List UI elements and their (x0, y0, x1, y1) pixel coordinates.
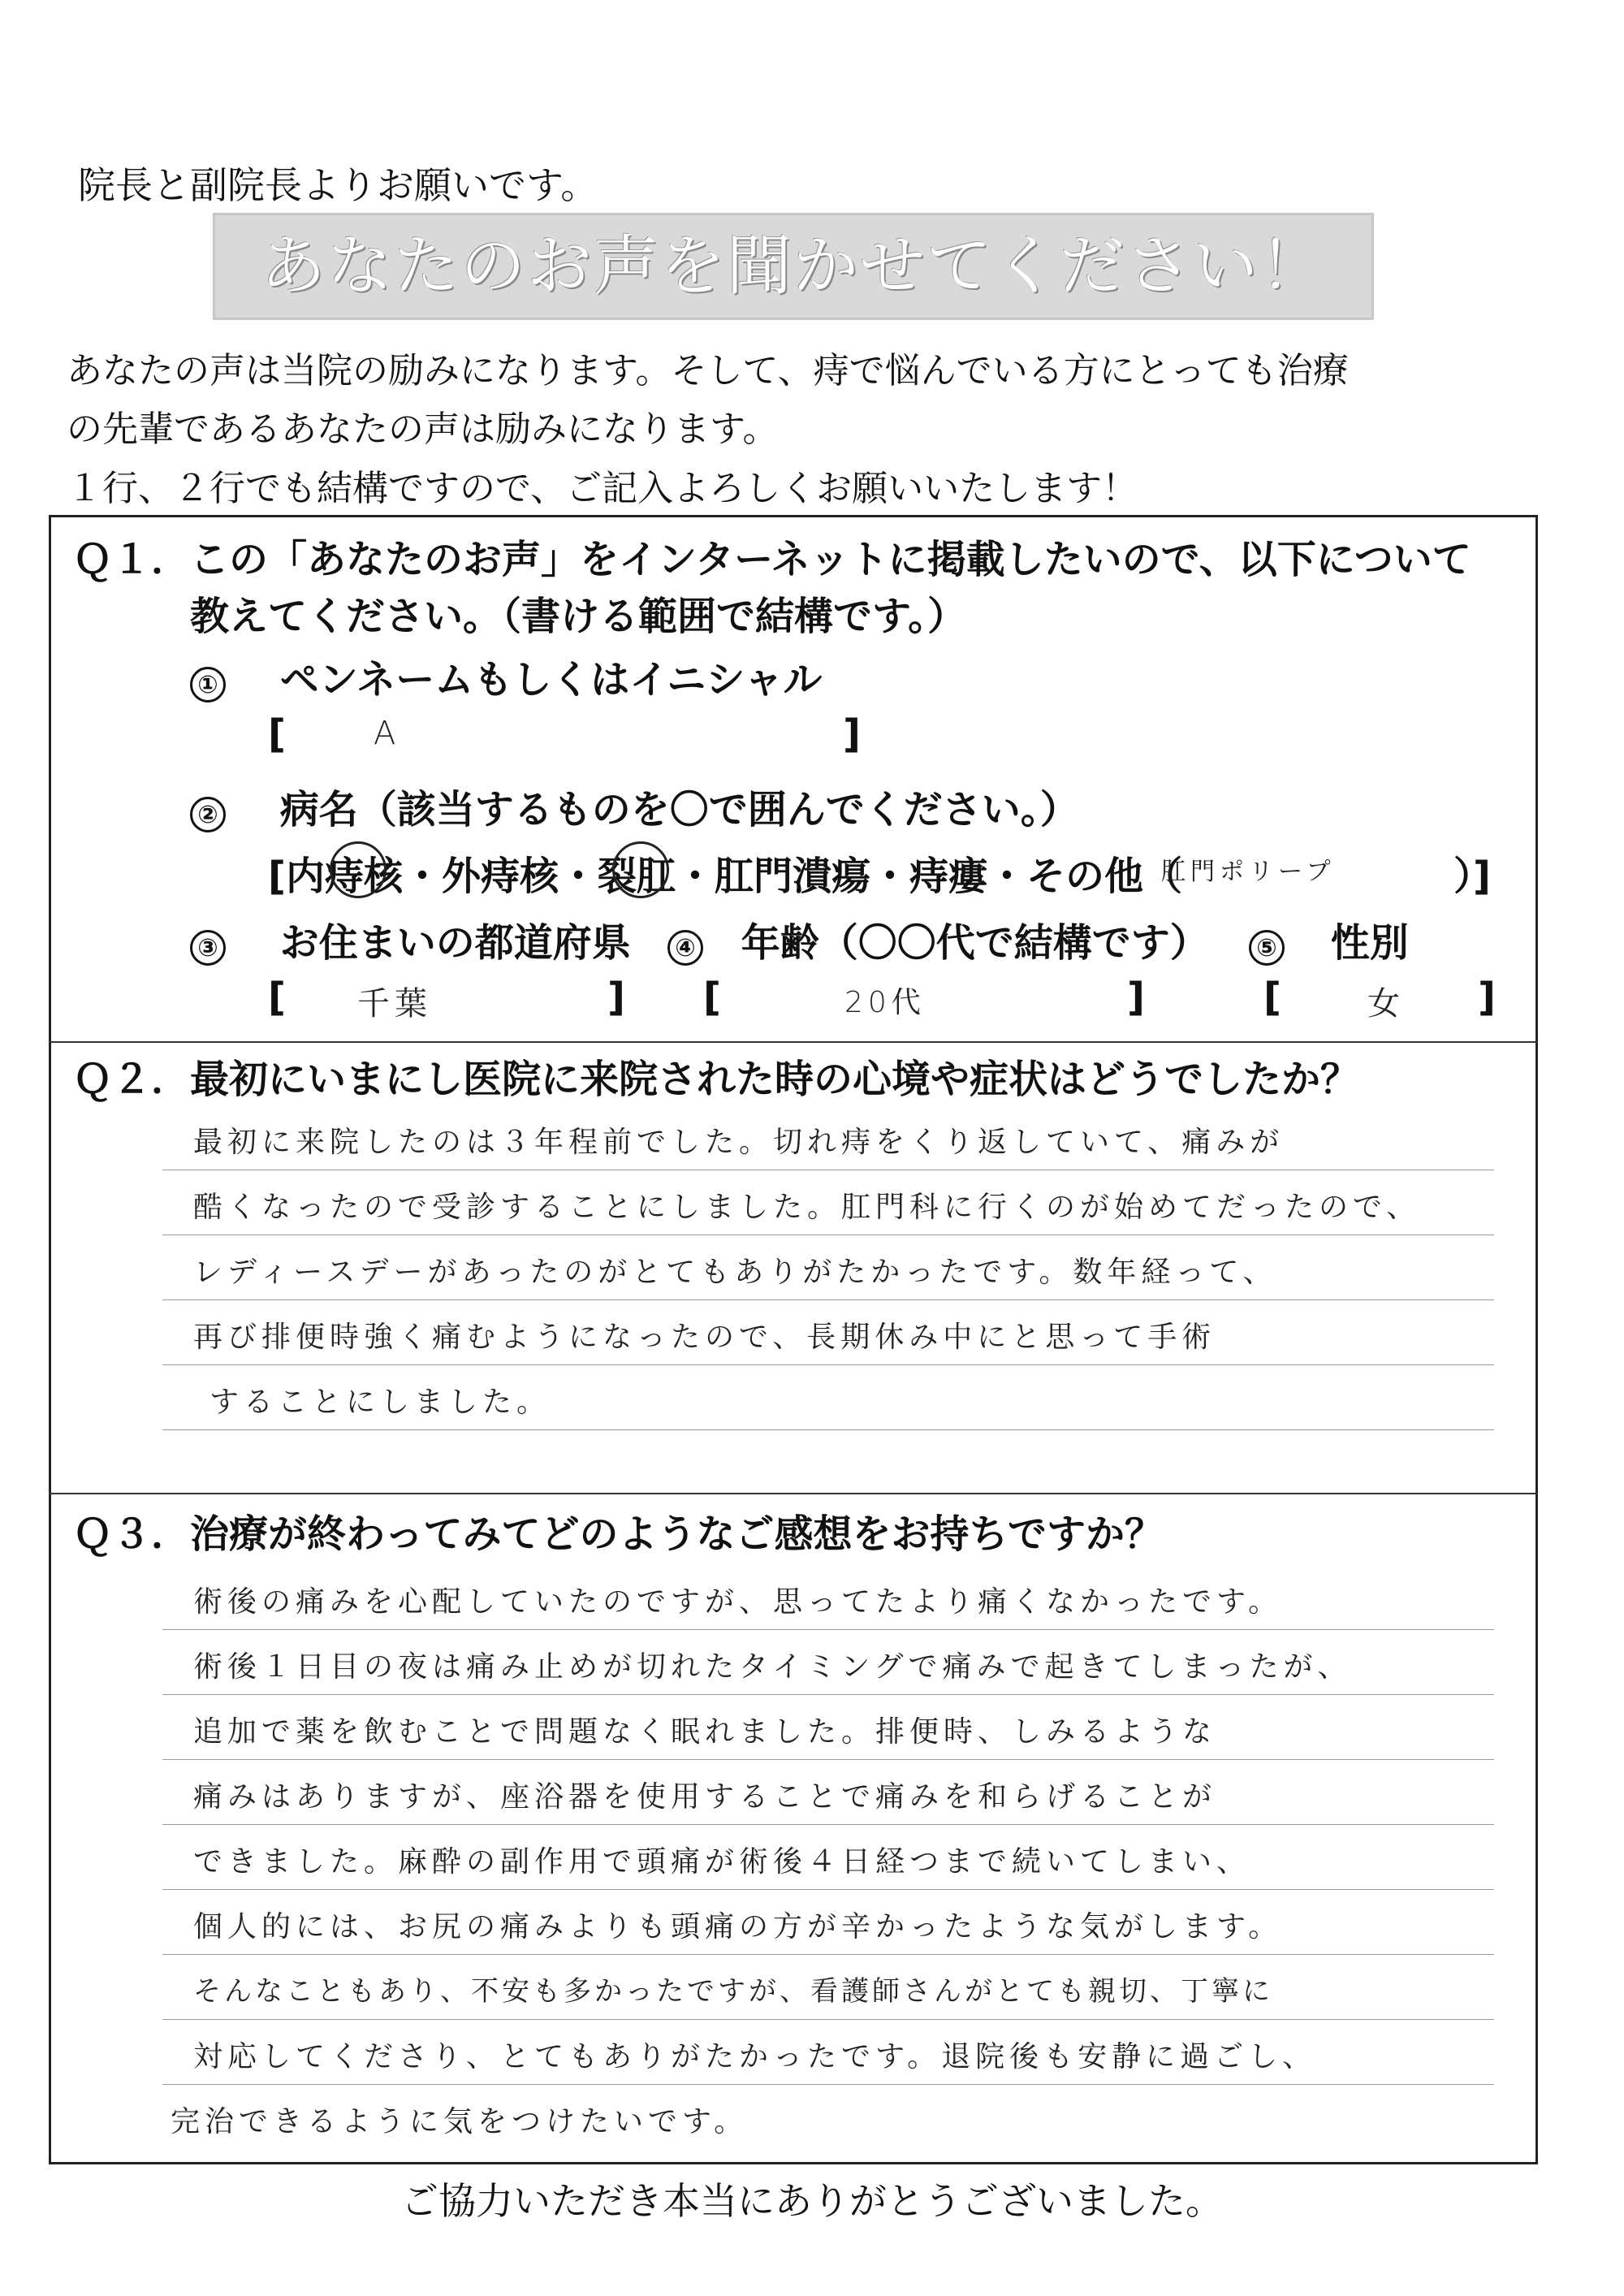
q3-answer-line: そんなこともあり、不安も多かったですが、看護師さんがとても親切、丁寧に (193, 1975, 1273, 2008)
q3-rule (162, 1889, 1494, 1890)
q2-answer-line: 最初に来院したのは３年程前でした。切れ痔をくり返していて、痛みが (193, 1126, 1285, 1159)
diagnosis-other-value: 肛門ポリープ (1161, 858, 1336, 886)
divider-q2-q3 (49, 1493, 1538, 1494)
q3-rule (162, 2019, 1494, 2020)
q1-item-1-number: ① (190, 667, 226, 703)
age-value: 20代 (844, 986, 926, 1019)
intro-paragraph-line-3: １行、２行でも結構ですので、ご記入よろしくお願いいたします！ (67, 468, 1138, 509)
penname-close-bracket: ] (843, 711, 861, 757)
pref-value: 千葉 (357, 985, 432, 1023)
q2-title: Ｑ２．最初にいまにし医院に来院された時の心境や症状はどうでしたか？ (73, 1057, 1360, 1102)
q1-item-3-label: お住まいの都道府県 (279, 920, 631, 966)
q1-item-5-number: ⑤ (1249, 930, 1285, 966)
diagnosis-circle-mark-2 (612, 841, 669, 898)
age-open-bracket: [ (703, 975, 721, 1020)
banner (213, 213, 1374, 320)
q3-rule (162, 2084, 1494, 2085)
q1-item-3-number: ③ (190, 930, 226, 966)
intro-paragraph-line-2: の先輩であるあなたの声は励みになります。 (67, 409, 779, 450)
footer-thanks: ご協力いただき本当にありがとうございました。 (401, 2179, 1223, 2223)
q3-title: Ｑ３．治療が終わってみてどのようなご感想をお持ちですか？ (73, 1511, 1164, 1557)
q1-item-2 (190, 778, 1079, 834)
q3-answer-line: 術後の痛みを心配していたのですが、思ってたより痛くなかったです。 (193, 1585, 1283, 1619)
q2-answer-line: 酷くなったので受診することにしました。肛門科に行くのが始めてだったので、 (193, 1191, 1421, 1224)
diagnosis-options: [内痔核・外痔核・裂肛・肛門潰瘍・痔瘻・その他（ (268, 854, 1182, 899)
q2-rule (162, 1429, 1494, 1430)
age-close-bracket: ] (1127, 975, 1145, 1020)
pref-open-bracket: [ (268, 975, 286, 1020)
q1-item-1-label: ペンネームもしくはイニシャル (279, 657, 823, 703)
q1-item-2-label: 病名（該当するものを〇で囲んでください。） (279, 787, 1079, 832)
q3-rule (162, 1824, 1494, 1825)
q3-answer-line: 対応してくださり、とてもありがたかったです。退院後も安静に過ごし、 (193, 2040, 1317, 2073)
q3-rule (162, 1694, 1494, 1695)
intro-text: 院長と副院長よりお願いです。 (78, 163, 598, 207)
sex-open-bracket: [ (1263, 975, 1281, 1020)
q1-item-3 (190, 911, 631, 967)
penname-open-bracket: [ (268, 711, 286, 757)
q3-answer-line: 追加で薬を飲むことで問題なく眠れました。排便時、しみるような (193, 1715, 1217, 1749)
q3-answer-line: 完治できるように気をつけたいです。 (171, 2105, 749, 2138)
q2-rule (162, 1234, 1494, 1235)
q3-answer-line: 痛みはありますが、座浴器を使用することで痛みを和らげることが (193, 1780, 1217, 1814)
diagnosis-close: ）] (1453, 854, 1491, 899)
q2-answer-line: 再び排便時強く痛むようになったので、長期休み中にと思って手術 (193, 1321, 1216, 1354)
q1-item-4 (667, 911, 1209, 967)
q1-title-line-1: Ｑ１．この「あなたのお声」をインターネットに掲載したいので、以下について (73, 537, 1471, 582)
pref-close-bracket: ] (607, 975, 625, 1020)
q1-item-5-label: 性別 (1330, 920, 1409, 966)
q2-rule (162, 1299, 1494, 1300)
sex-value: 女 (1367, 985, 1405, 1023)
penname-value: A (374, 715, 401, 752)
intro-paragraph-line-1: あなたの声は当院の励みになります。そして、痔で悩んでいる方にとっても治療 (67, 350, 1349, 391)
q1-item-4-label: 年齢（〇〇代で結構です） (741, 920, 1209, 966)
divider-q1-q2 (49, 1041, 1538, 1043)
q1-item-1 (190, 648, 822, 704)
q3-answer-line: 術後１日目の夜は痛み止めが切れたタイミングで痛みで起きてしまったが、 (193, 1650, 1352, 1684)
diagnosis-circle-mark-1 (330, 841, 387, 898)
q3-answer-line: できました。麻酔の副作用で頭痛が術後４日経つまで続いてしまい、 (193, 1845, 1251, 1879)
q3-answer-line: 個人的には、お尻の痛みよりも頭痛の方が辛かったような気がします。 (193, 1910, 1283, 1944)
q1-item-2-number: ② (190, 797, 226, 832)
q2-rule (162, 1364, 1494, 1365)
q1-item-4-number: ④ (667, 930, 703, 966)
q3-rule (162, 1629, 1494, 1630)
q3-rule (162, 1759, 1494, 1760)
banner-title: あなたのお声を聞かせてください！ (261, 228, 1326, 304)
q1-item-5 (1249, 911, 1409, 967)
q2-answer-line: することにしました。 (209, 1386, 551, 1419)
q3-rule (162, 1954, 1494, 1955)
q1-title-line-2: 教えてください。（書ける範囲で結構です。） (190, 594, 967, 639)
q2-answer-line: レディースデーがあったのがとてもありがたかったです。数年経って、 (193, 1256, 1277, 1289)
sex-close-bracket: ] (1478, 975, 1496, 1020)
